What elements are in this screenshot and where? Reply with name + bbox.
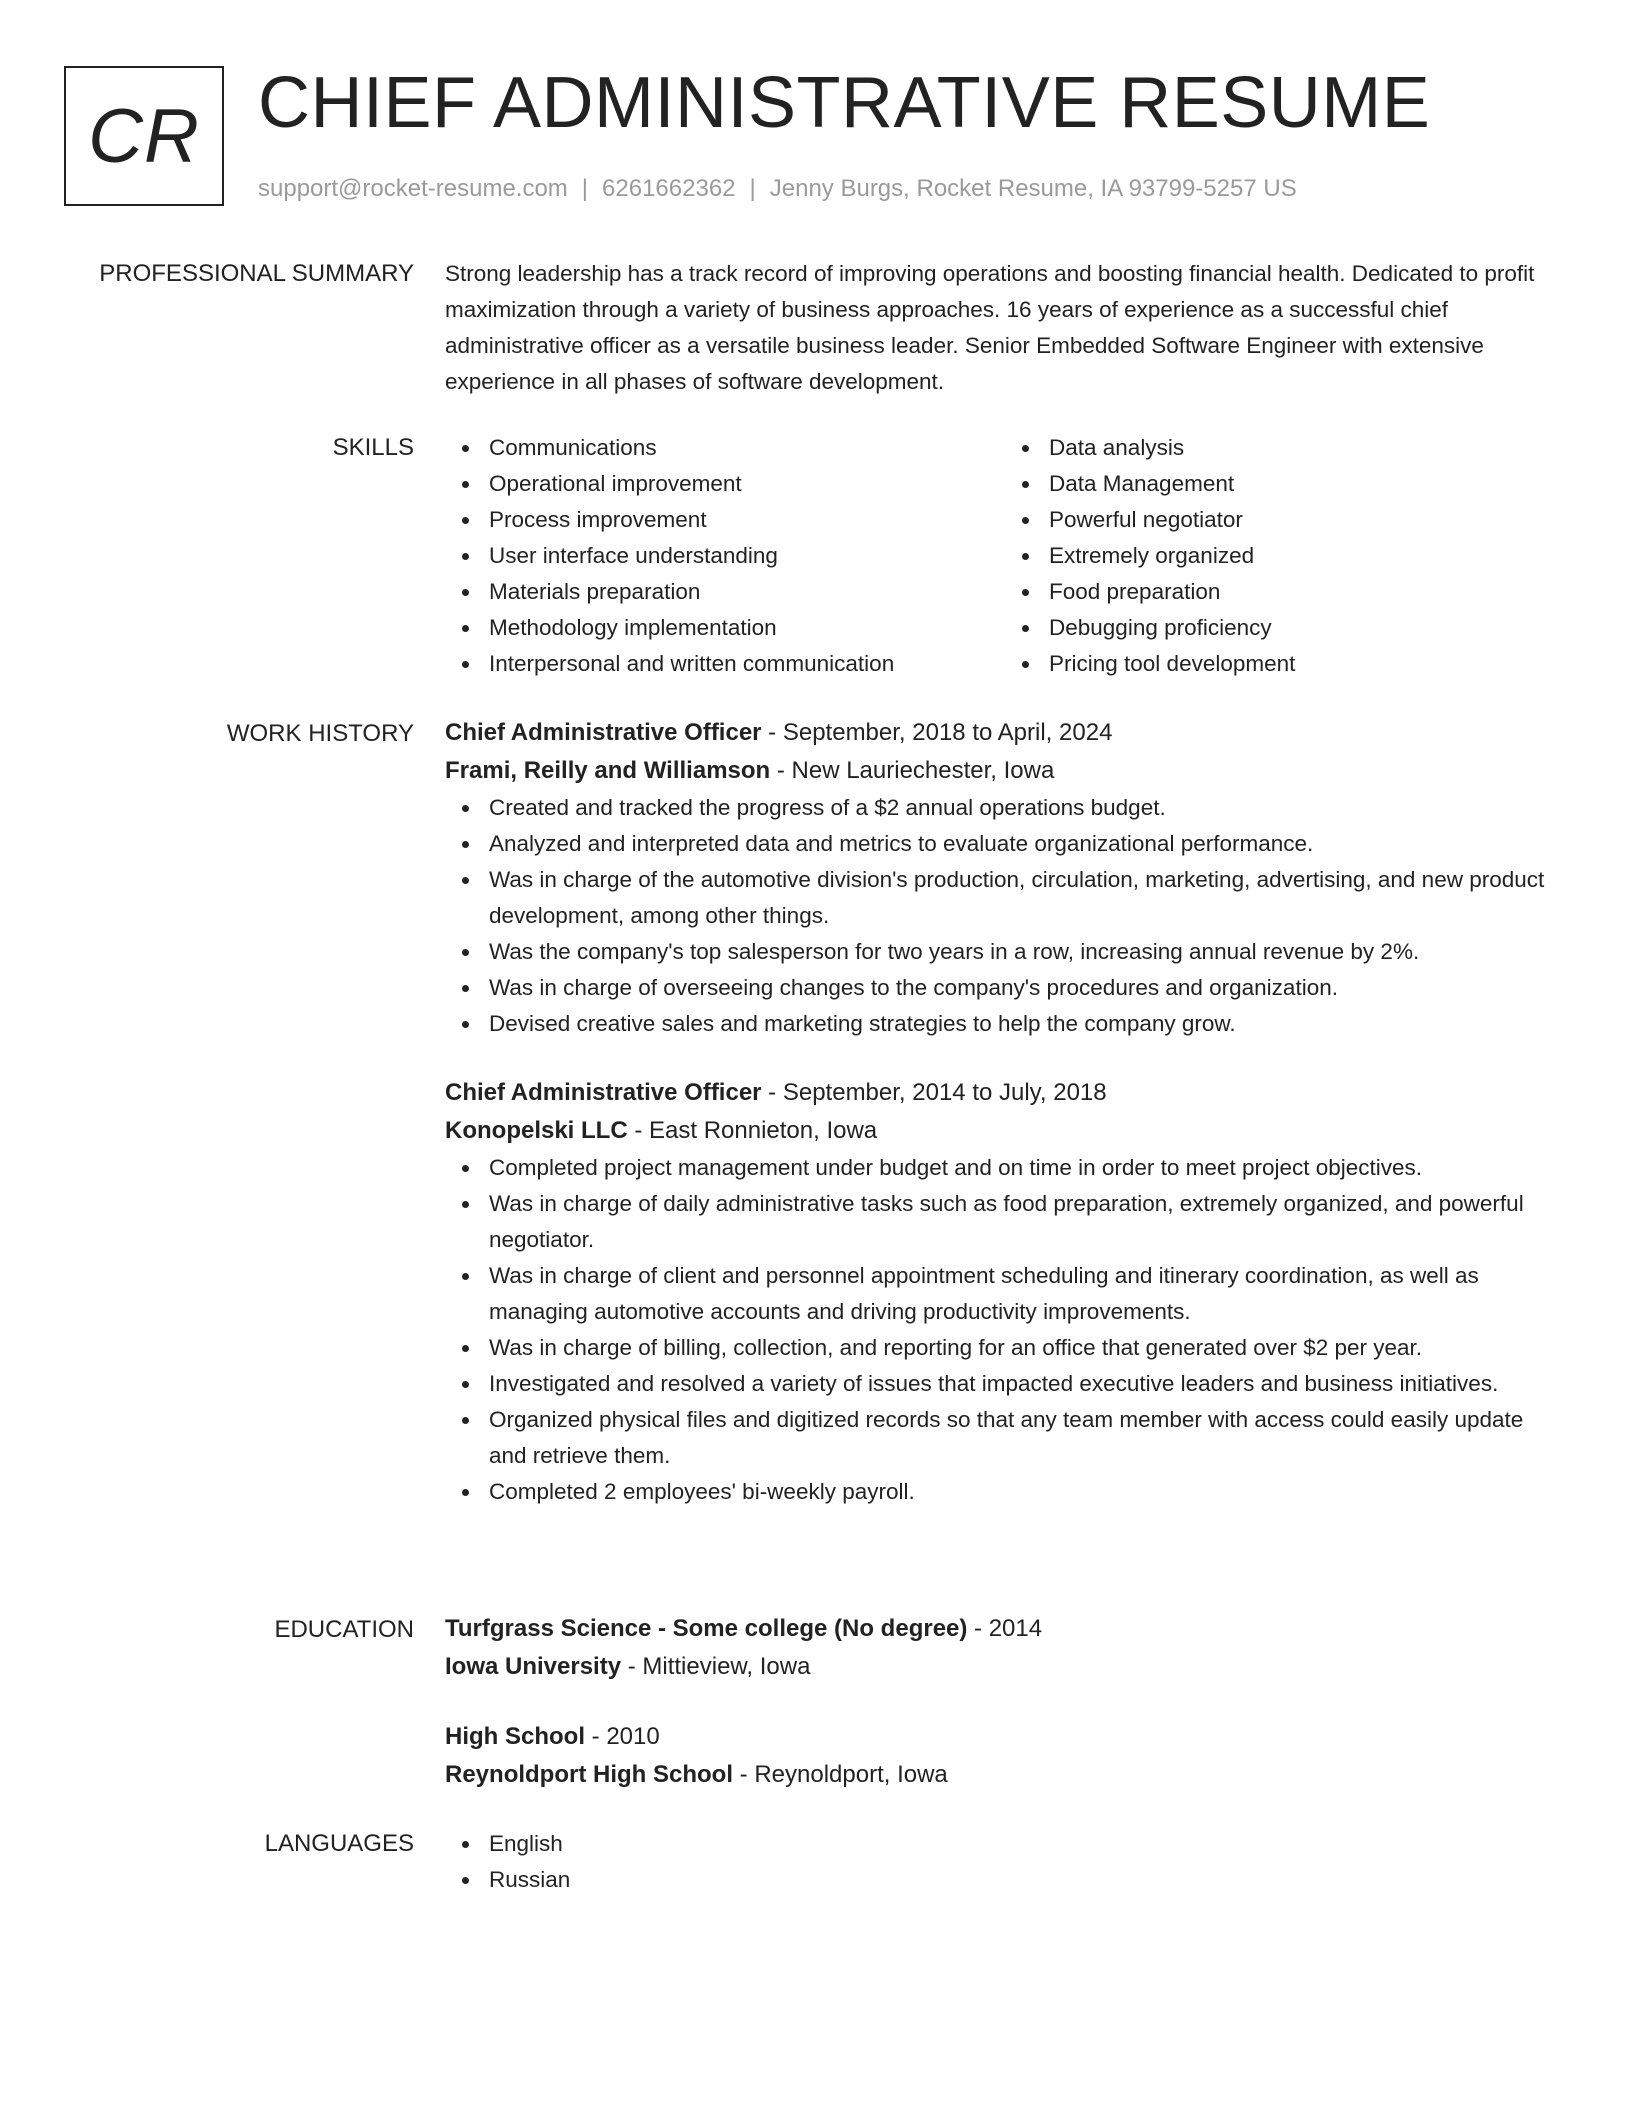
job-company: Konopelski LLC xyxy=(445,1117,628,1144)
skills-body xyxy=(445,430,1565,682)
skill-item: Food preparation xyxy=(1049,574,1565,610)
skill-item: Interpersonal and written communication xyxy=(489,646,1005,682)
job-company-line xyxy=(445,752,1565,790)
education-year: - 2014 xyxy=(967,1615,1043,1642)
job-bullet: Analyzed and interpreted data and metrics to evaluate organizational performance. xyxy=(489,826,1565,862)
contact-phone: 6261662362 xyxy=(602,175,736,202)
skill-item: User interface understanding xyxy=(489,538,1005,574)
contact-address: Jenny Burgs, Rocket Resume, IA 93799-5257 US xyxy=(769,175,1297,202)
skill-item: Materials preparation xyxy=(489,574,1005,610)
job-title: Chief Administrative Officer xyxy=(445,1079,762,1106)
education-year: - 2010 xyxy=(585,1723,660,1750)
contact-separator: | xyxy=(749,175,756,202)
education-degree: Turfgrass Science - Some college (No degree) xyxy=(445,1615,968,1642)
skill-item: Communications xyxy=(489,430,1005,466)
education-degree: High School xyxy=(445,1723,585,1750)
skill-item: Operational improvement xyxy=(489,466,1005,502)
skill-item: Process improvement xyxy=(489,502,1005,538)
job-location: - East Ronnieton, Iowa xyxy=(627,1117,878,1144)
skill-item: Powerful negotiator xyxy=(1049,502,1565,538)
skill-item: Methodology implementation xyxy=(489,610,1005,646)
education-body xyxy=(445,1610,1565,1794)
job-bullet: Was in charge of daily administrative tasks such as food preparation, extremely organized, and powerful negotiator. xyxy=(489,1186,1565,1258)
language-item: English xyxy=(489,1826,1565,1862)
job-bullets xyxy=(445,1150,1565,1510)
job-bullets xyxy=(445,790,1565,1042)
job-bullet: Was in charge of overseeing changes to the company's procedures and organization. xyxy=(489,970,1565,1006)
job-entry xyxy=(445,714,1565,1042)
contact-separator: | xyxy=(581,175,589,202)
skill-item: Extremely organized xyxy=(1049,538,1565,574)
job-title-line xyxy=(445,714,1565,752)
education-label: EDUCATION xyxy=(274,1616,414,1643)
skill-item: Data analysis xyxy=(1049,430,1565,466)
job-bullet: Completed 2 employees' bi-weekly payroll. xyxy=(489,1474,1565,1510)
skills-grid xyxy=(445,430,1565,682)
job-bullet: Devised creative sales and marketing strategies to help the company grow. xyxy=(489,1006,1565,1042)
language-item: Russian xyxy=(489,1862,1565,1898)
work-history-body xyxy=(445,714,1565,1510)
job-bullet: Was in charge of billing, collection, and reporting for an office that generated over $2 per year. xyxy=(489,1330,1565,1366)
contact-line xyxy=(258,174,1297,204)
education-entry xyxy=(445,1718,1565,1794)
job-bullet: Completed project management under budget and on time in order to meet project objectives. xyxy=(489,1150,1565,1186)
languages-body xyxy=(445,1826,1565,1898)
education-school: Reynoldport High School xyxy=(445,1761,733,1788)
monogram: CR xyxy=(88,93,200,179)
job-bullet: Organized physical files and digitized records so that any team member with access could easily update and retrieve them. xyxy=(489,1402,1565,1474)
job-title-line xyxy=(445,1074,1565,1112)
job-location: - New Lauriechester, Iowa xyxy=(770,757,1055,784)
job-entry xyxy=(445,1074,1565,1510)
work-history-label: WORK HISTORY xyxy=(226,720,414,747)
skill-item: Pricing tool development xyxy=(1049,646,1565,682)
summary-text: Strong leadership has a track record of improving operations and boosting financial health. Dedicated to profit maximization through a variety of business approaches. 16 years of experience as a successful chief administrative officer as a versatile business leader. Senior Embedded Software Engineer with extensive experience in all phases of software development. xyxy=(445,261,1535,394)
skills-list-left xyxy=(445,430,1005,682)
resume-title: CHIEF ADMINISTRATIVE RESUME xyxy=(258,63,1431,143)
education-location: - Mittieview, Iowa xyxy=(621,1653,811,1680)
job-company: Frami, Reilly and Williamson xyxy=(445,757,771,784)
languages-label: LANGUAGES xyxy=(264,1830,414,1857)
summary-body xyxy=(445,256,1565,400)
languages-list xyxy=(445,1826,1565,1898)
education-school-line xyxy=(445,1648,1565,1686)
education-degree-line xyxy=(445,1718,1565,1756)
education-location: - Reynoldport, Iowa xyxy=(733,1761,948,1788)
education-entry xyxy=(445,1610,1565,1686)
contact-email: support@rocket-resume.com xyxy=(258,175,568,202)
education-degree-line xyxy=(445,1610,1565,1648)
skill-item: Debugging proficiency xyxy=(1049,610,1565,646)
monogram-box xyxy=(64,66,224,206)
job-title: Chief Administrative Officer xyxy=(445,719,762,746)
skill-item: Data Management xyxy=(1049,466,1565,502)
job-bullet: Investigated and resolved a variety of issues that impacted executive leaders and business initiatives. xyxy=(489,1366,1565,1402)
education-school: Iowa University xyxy=(445,1653,622,1680)
job-dates: - September, 2018 to April, 2024 xyxy=(761,719,1113,746)
job-bullet: Was in charge of client and personnel appointment scheduling and itinerary coordination, as well as managing automotive accounts and driving productivity improvements. xyxy=(489,1258,1565,1330)
job-bullet: Created and tracked the progress of a $2 annual operations budget. xyxy=(489,790,1565,826)
skills-label: SKILLS xyxy=(332,434,414,461)
job-company-line xyxy=(445,1112,1565,1150)
education-school-line xyxy=(445,1756,1565,1794)
job-dates: - September, 2014 to July, 2018 xyxy=(761,1079,1107,1106)
job-bullet: Was in charge of the automotive division's production, circulation, marketing, advertising, and new product development, among other things. xyxy=(489,862,1565,934)
job-bullet: Was the company's top salesperson for two years in a row, increasing annual revenue by 2%. xyxy=(489,934,1565,970)
skills-list-right xyxy=(1005,430,1565,682)
summary-label: PROFESSIONAL SUMMARY xyxy=(99,260,414,287)
